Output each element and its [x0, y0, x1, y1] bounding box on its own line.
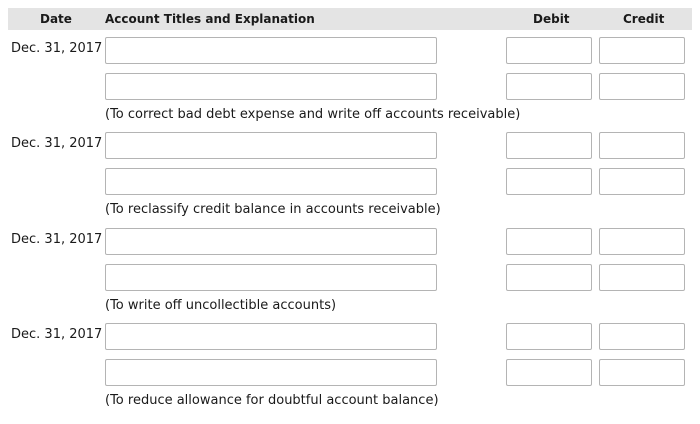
journal-entry-3 — [0, 228, 700, 323]
account-title-input[interactable] — [105, 264, 437, 291]
account-column-header: Account Titles and Explanation — [105, 12, 315, 26]
entry-date: Dec. 31, 2017 — [11, 41, 103, 56]
account-title-input[interactable] — [105, 359, 437, 386]
credit-amount-input[interactable] — [599, 359, 685, 386]
entry-date: Dec. 31, 2017 — [11, 232, 103, 247]
debit-amount-input[interactable] — [506, 228, 592, 255]
debit-amount-input[interactable] — [506, 323, 592, 350]
credit-amount-input[interactable] — [599, 73, 685, 100]
credit-amount-input[interactable] — [599, 37, 685, 64]
date-column-header: Date — [40, 12, 72, 26]
debit-amount-input[interactable] — [506, 359, 592, 386]
account-title-input[interactable] — [105, 37, 437, 64]
credit-amount-input[interactable] — [599, 168, 685, 195]
debit-column-header: Debit — [533, 12, 570, 26]
account-title-input[interactable] — [105, 228, 437, 255]
journal-entry-4 — [0, 323, 700, 418]
credit-column-header: Credit — [623, 12, 665, 26]
entry-explanation: (To write off uncollectible accounts) — [105, 298, 337, 313]
credit-amount-input[interactable] — [599, 228, 685, 255]
journal-header-row — [8, 8, 692, 30]
account-title-input[interactable] — [105, 73, 437, 100]
account-title-input[interactable] — [105, 168, 437, 195]
debit-amount-input[interactable] — [506, 132, 592, 159]
entry-date: Dec. 31, 2017 — [11, 327, 103, 342]
debit-amount-input[interactable] — [506, 264, 592, 291]
debit-amount-input[interactable] — [506, 37, 592, 64]
entry-explanation: (To correct bad debt expense and write off accounts receivable) — [105, 107, 521, 122]
entry-explanation: (To reduce allowance for doubtful account balance) — [105, 393, 439, 408]
entry-date: Dec. 31, 2017 — [11, 136, 103, 151]
credit-amount-input[interactable] — [599, 323, 685, 350]
debit-amount-input[interactable] — [506, 168, 592, 195]
journal-entry-2 — [0, 132, 700, 227]
account-title-input[interactable] — [105, 323, 437, 350]
credit-amount-input[interactable] — [599, 264, 685, 291]
account-title-input[interactable] — [105, 132, 437, 159]
journal-entry-1 — [0, 37, 700, 132]
entry-explanation: (To reclassify credit balance in accounts receivable) — [105, 202, 441, 217]
credit-amount-input[interactable] — [599, 132, 685, 159]
debit-amount-input[interactable] — [506, 73, 592, 100]
